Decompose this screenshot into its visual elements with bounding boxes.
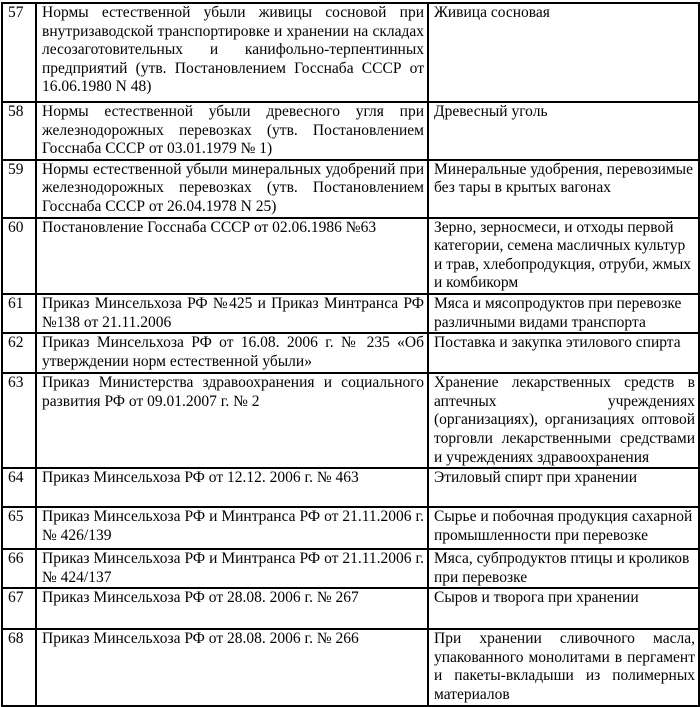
product-description: Зерно, зерносмеси, и отходы первой категории, семена масличных культур и трав, хлебопродукция, отруби, жмых и комбикорм — [428, 218, 699, 294]
regulation-document: Постановление Госснаба СССР от 02.06.1986 №63 — [36, 218, 428, 294]
table-row — [2, 549, 699, 588]
regulation-document: Приказ Минсельхоза РФ и Минтранса РФ от 21.11.2006 г. № 424/137 — [36, 549, 428, 588]
row-number: 67 — [2, 588, 36, 629]
table-row — [2, 373, 699, 468]
product-description: Этиловый спирт при хранении — [428, 468, 699, 507]
table-row — [2, 507, 699, 549]
table-row — [2, 3, 699, 102]
row-number: 63 — [2, 373, 36, 468]
row-number: 64 — [2, 468, 36, 507]
row-number: 66 — [2, 549, 36, 588]
product-description: Поставка и закупка этилового спирта — [428, 333, 699, 373]
regulation-document: Нормы естественной убыли живицы сосновой при внутризаводской транспортировке и хранении на складах лесозаготовительных и канифольно-терпентинных предприятий (утв. Постановлением Госснаба СССР от 16.06.1980 N 48) — [36, 3, 428, 102]
product-description: Древесный уголь — [428, 102, 699, 160]
regulation-document: Приказ Минсельхоза РФ от 12.12. 2006 г. № 463 — [36, 468, 428, 507]
regulation-document: Приказ Минсельхоза РФ №425 и Приказ Минтранса РФ №138 от 21.11.2006 — [36, 294, 428, 333]
product-description: Живица сосновая — [428, 3, 699, 102]
row-number: 62 — [2, 333, 36, 373]
row-number: 65 — [2, 507, 36, 549]
product-description: Мяса и мясопродуктов при перевозке различными видами транспорта — [428, 294, 699, 333]
row-number: 61 — [2, 294, 36, 333]
table-row — [2, 160, 699, 218]
regulation-document: Приказ Минсельхоза РФ и Минтранса РФ от 21.11.2006 г. № 426/139 — [36, 507, 428, 549]
regulation-document: Нормы естественной убыли древесного угля при железнодорожных перевозках (утв. Постановлением Госснаба СССР от 03.01.1979 № 1) — [36, 102, 428, 160]
row-number: 58 — [2, 102, 36, 160]
product-description: Сыров и творога при хранении — [428, 588, 699, 629]
row-number: 68 — [2, 629, 36, 705]
regulation-document: Приказ Министерства здравоохранения и социального развития РФ от 09.01.2007 г. № 2 — [36, 373, 428, 468]
product-description: Мяса, субпродуктов птицы и кроликов при перевозке — [428, 549, 699, 588]
product-description: Сырье и побочная продукция сахарной промышленности при перевозке — [428, 507, 699, 549]
table-row — [2, 468, 699, 507]
norms-table — [1, 2, 700, 707]
table-row — [2, 333, 699, 373]
regulation-document: Нормы естественной убыли минеральных удобрений при железнодорожных перевозках (утв. Постановлением Госснаба СССР от 26.04.1978 N 25) — [36, 160, 428, 218]
product-description: При хранении сливочного масла, упакованного монолитами в пергамент и пакеты-вкладыши из полимерных материалов — [428, 629, 699, 705]
table-row — [2, 629, 699, 705]
regulation-document: Приказ Минсельхоза РФ от 28.08. 2006 г. № 267 — [36, 588, 428, 629]
product-description: Минеральные удобрения, перевозимые без тары в крытых вагонах — [428, 160, 699, 218]
regulation-document: Приказ Минсельхоза РФ от 28.08. 2006 г. № 266 — [36, 629, 428, 705]
table-row — [2, 102, 699, 160]
row-number: 57 — [2, 3, 36, 102]
row-number: 59 — [2, 160, 36, 218]
regulation-document: Приказ Минсельхоза РФ от 16.08. 2006 г. № 235 «Об утверждении норм естественной убыли» — [36, 333, 428, 373]
product-description: Хранение лекарственных средств в аптечных учреждениях (организациях), организациях оптовой торговли лекарственными средствами и учреждениях здравоохранения — [428, 373, 699, 468]
row-number: 60 — [2, 218, 36, 294]
table-row — [2, 218, 699, 294]
table-row — [2, 294, 699, 333]
table-row — [2, 588, 699, 629]
